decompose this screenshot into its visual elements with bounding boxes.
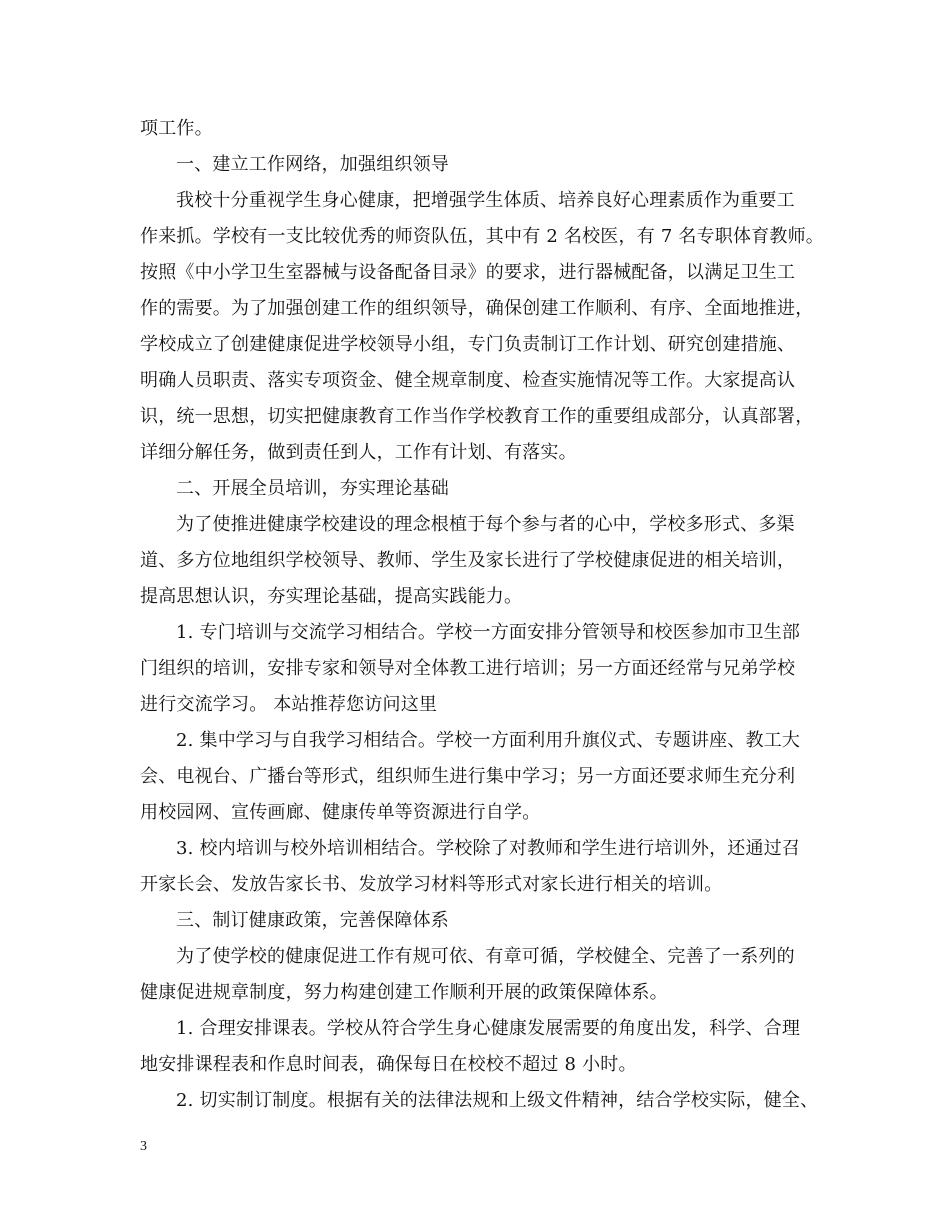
text-line: 进行交流学习。 本站推荐您访问这里 [140, 694, 438, 715]
text-line: 作来抓。学校有一支比较优秀的师资队伍，其中有 2 名校医，有 7 名专职体育教师。 [140, 226, 824, 247]
text-line: 项工作。 [140, 118, 213, 139]
text-line: 作的需要。为了加强创建工作的组织领导，确保创建工作顺利、有序、全面地推进， [140, 298, 814, 319]
text-line: 识，统一思想，切实把健康教育工作当作学校教育工作的重要组成部分，认真部署， [140, 406, 814, 427]
text-line: 门组织的培训，安排专家和领导对全体教工进行培训；另一方面还经常与兄弟学校 [140, 658, 796, 679]
text-line: 健康促进规章制度，努力构建创建工作顺利开展的政策保障体系。 [140, 982, 668, 1003]
text-line: 按照《中小学卫生室器械与设备配备目录》的要求，进行器械配备，以满足卫生工 [140, 262, 796, 283]
text-line: 会、电视台、广播台等形式，组织师生进行集中学习；另一方面还要求师生充分利 [140, 766, 796, 787]
text-line: 我校十分重视学生身心健康，把增强学生体质、培养良好心理素质作为重要工 [176, 190, 795, 211]
text-line: 1. 专门培训与交流学习相结合。学校一方面安排分管领导和校医参加市卫生部 [176, 622, 801, 643]
text-line: 用校园网、宣传画廊、健康传单等资源进行自学。 [140, 802, 541, 823]
text-line: 学校成立了创建健康促进学校领导小组，专门负责制订工作计划、研究创建措施、 [140, 334, 796, 355]
text-line: 为了使学校的健康促进工作有规可依、有章可循，学校健全、完善了一系列的 [176, 946, 795, 967]
page-number: 3 [140, 1139, 147, 1154]
section-heading: 一、建立工作网络，加强组织领导 [176, 154, 449, 175]
section-heading: 二、开展全员培训，夯实理论基础 [176, 478, 449, 499]
text-line: 为了使推进健康学校建设的理念根植于每个参与者的心中，学校多形式、多渠 [176, 514, 795, 535]
text-line: 道、多方位地组织学校领导、教师、学生及家长进行了学校健康促进的相关培训， [140, 550, 796, 571]
text-line: 提高思想认识，夯实理论基础，提高实践能力。 [140, 586, 523, 607]
text-line: 1. 合理安排课表。学校从符合学生身心健康发展需要的角度出发，科学、合理 [176, 1018, 801, 1039]
text-line: 地安排课程表和作息时间表，确保每日在校校不超过 8 小时。 [140, 1054, 637, 1075]
text-line: 详细分解任务，做到责任到人，工作有计划、有落实。 [140, 442, 577, 463]
text-line: 开家长会、发放告家长书、发放学习材料等形式对家长进行相关的培训。 [140, 874, 723, 895]
text-line: 2. 集中学习与自我学习相结合。学校一方面利用升旗仪式、专题讲座、教工大 [176, 730, 801, 751]
text-line: 3. 校内培训与校外培训相结合。学校除了对教师和学生进行培训外，还通过召 [176, 838, 801, 859]
text-line: 2. 切实制订制度。根据有关的法律法规和上级文件精神，结合学校实际，健全、 [176, 1090, 819, 1111]
text-line: 明确人员职责、落实专项资金、健全规章制度、检查实施情况等工作。大家提高认 [140, 370, 796, 391]
section-heading: 三、制订健康政策，完善保障体系 [176, 910, 449, 931]
